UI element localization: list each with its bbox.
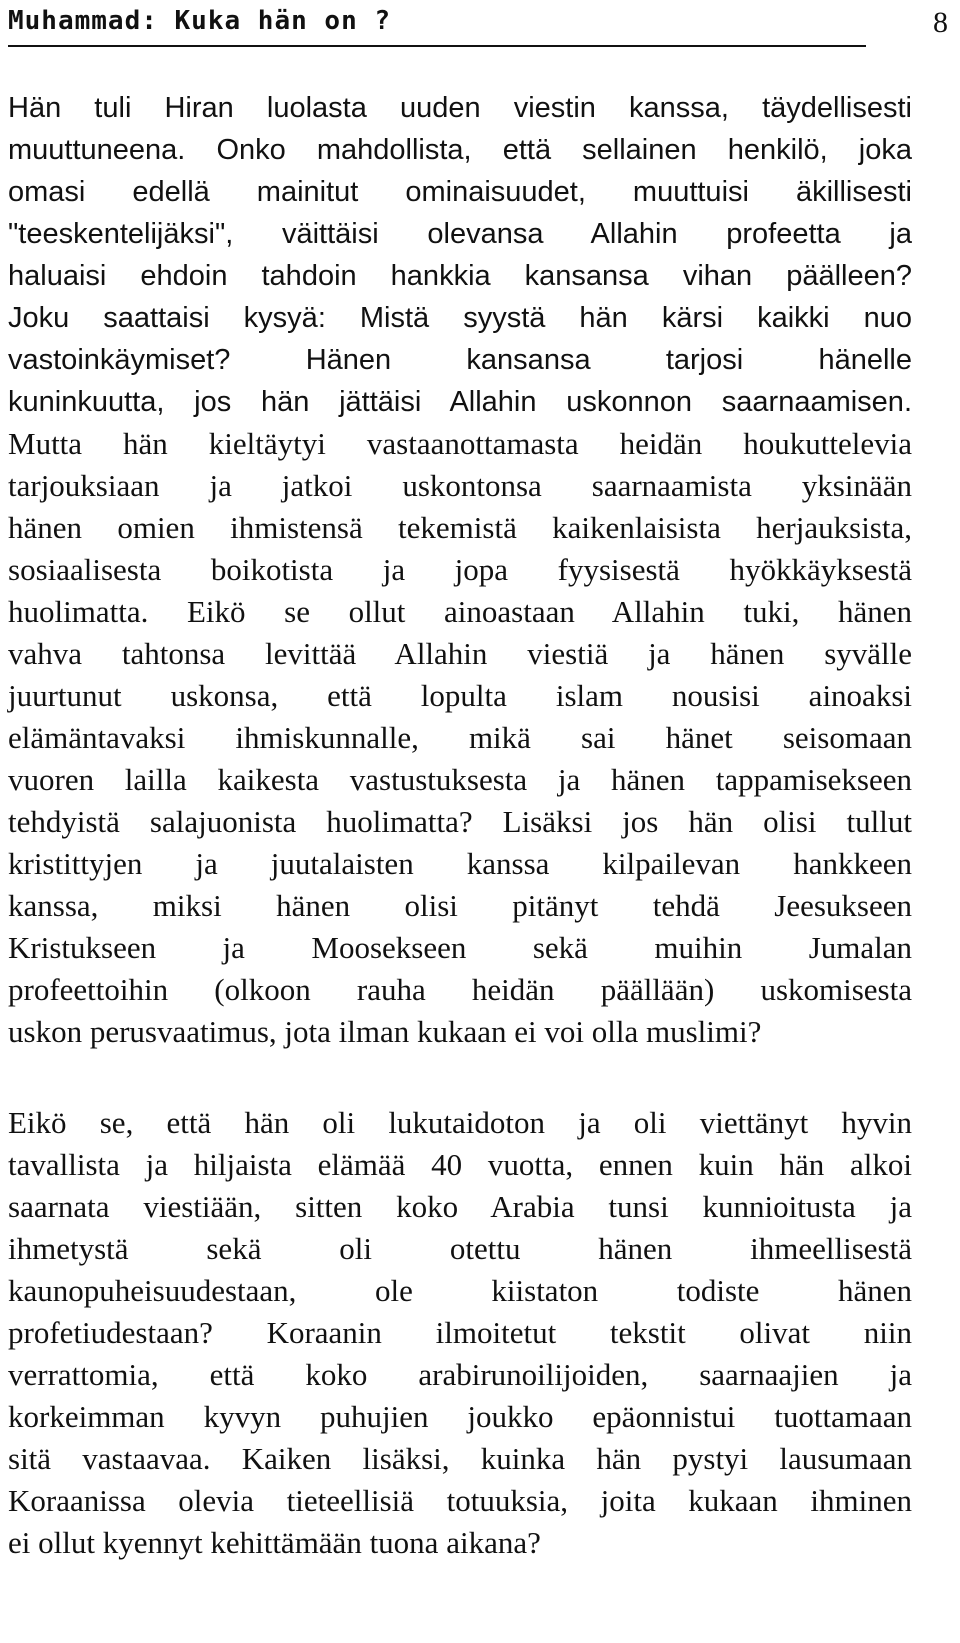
header-rule — [8, 45, 866, 47]
text-line: vuoren lailla kaikesta vastustuksesta ja hänen tappamisekseen — [8, 762, 912, 797]
text-line: elämäntavaksi ihmiskunnalle, mikä sai hänet seisomaan — [8, 720, 912, 755]
text-line: haluaisi ehdoin tahdoin hankkia kansansa vihan päälleen? — [8, 260, 912, 292]
text-line: profetiudestaan? Koraanin ilmoitetut tekstit olivat niin — [8, 1315, 912, 1350]
text-line: kuninkuutta, jos hän jättäisi Allahin uskonnon saarnaamisen. — [8, 386, 912, 418]
text-line: Mutta hän kieltäytyi vastaanottamasta heidän houkuttelevia — [8, 426, 912, 461]
text-line: Joku saattaisi kysyä: Mistä syystä hän kärsi kaikki nuo — [8, 302, 912, 334]
text-line: hänen omien ihmistensä tekemistä kaikenlaisista herjauksista, — [8, 510, 912, 545]
text-line: huolimatta. Eikö se ollut ainoastaan Allahin tuki, hänen — [8, 594, 912, 629]
text-line: ei ollut kyennyt kehittämään tuona aikana? — [8, 1525, 541, 1560]
text-line: vastoinkäymiset? Hänen kansansa tarjosi hänelle — [8, 344, 912, 376]
text-line: korkeimman kyvyn puhujien joukko epäonnistui tuottamaan — [8, 1399, 912, 1434]
text-line: verrattomia, että koko arabirunoilijoiden, saarnaajien ja — [8, 1357, 912, 1392]
text-line: Kristukseen ja Moosekseen sekä muihin Jumalan — [8, 930, 912, 965]
text-line: vahva tahtonsa levittää Allahin viestiä ja hänen syvälle — [8, 636, 912, 671]
text-line: sosiaalisesta boikotista ja jopa fyysisestä hyökkäyksestä — [8, 552, 912, 587]
text-line: omasi edellä mainitut ominaisuudet, muuttuisi äkillisesti — [8, 176, 912, 208]
text-line: tarjouksiaan ja jatkoi uskontonsa saarnaamista yksinään — [8, 468, 912, 503]
text-line: Eikö se, että hän oli lukutaidoton ja oli viettänyt hyvin — [8, 1105, 912, 1140]
page-header — [8, 6, 952, 50]
text-line: kristittyjen ja juutalaisten kanssa kilpailevan hankkeen — [8, 846, 912, 881]
text-line: juurtunut uskonsa, että lopulta islam nousisi ainoaksi — [8, 678, 912, 713]
text-line: saarnata viestiään, sitten koko Arabia tunsi kunnioitusta ja — [8, 1189, 912, 1224]
text-line: uskon perusvaatimus, jota ilman kukaan ei voi olla muslimi? — [8, 1014, 762, 1049]
text-line: kaunopuheisuudestaan, ole kiistaton todiste hänen — [8, 1273, 912, 1308]
text-line: kanssa, miksi hänen olisi pitänyt tehdä Jeesukseen — [8, 888, 912, 923]
text-line: sitä vastaavaa. Kaiken lisäksi, kuinka hän pystyi lausumaan — [8, 1441, 912, 1476]
text-line: "teeskentelijäksi", väittäisi olevansa Allahin profeetta ja — [8, 218, 912, 250]
text-line: muuttuneena. Onko mahdollista, että sellainen henkilö, joka — [8, 134, 912, 166]
page-number: 8 — [933, 6, 948, 39]
text-line: tavallista ja hiljaista elämää 40 vuotta, ennen kuin hän alkoi — [8, 1147, 912, 1182]
text-line: profeettoihin (olkoon rauha heidän päällään) uskomisesta — [8, 972, 912, 1007]
text-line: tehdyistä salajuonista huolimatta? Lisäksi jos hän olisi tullut — [8, 804, 912, 839]
text-line: Koraanissa olevia tieteellisiä totuuksia, joita kukaan ihminen — [8, 1483, 912, 1518]
running-title: Muhammad: Kuka hän on ? — [8, 6, 392, 36]
text-line: ihmetystä sekä oli otettu hänen ihmeellisestä — [8, 1231, 912, 1266]
text-line: Hän tuli Hiran luolasta uuden viestin kanssa, täydellisesti — [8, 92, 912, 124]
